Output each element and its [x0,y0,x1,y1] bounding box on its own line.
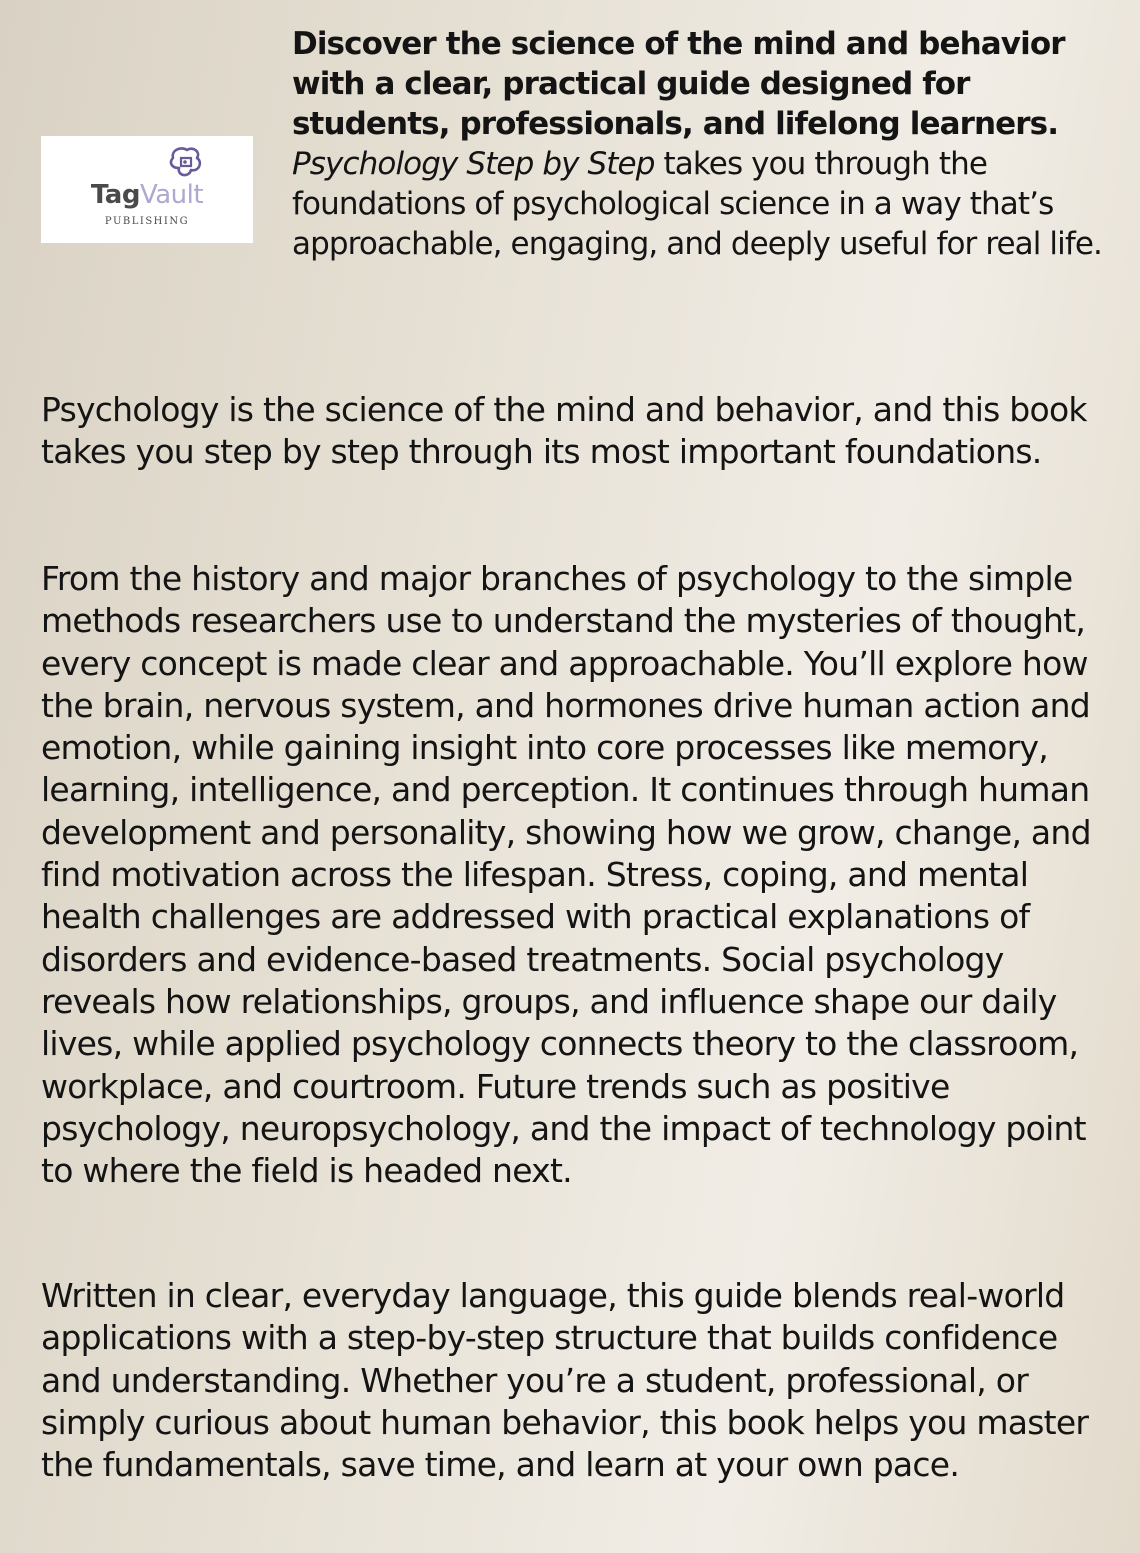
logo-subtitle: PUBLISHING [104,216,190,227]
logo-wordmark [41,180,253,210]
intro-headline: Discover the science of the mind and behavior with a clear, practical guide designed for students, professionals, and lifelong learners. [292,26,1065,142]
publisher-logo [41,136,253,243]
logo-brand-tag: Tag [90,180,140,210]
intro-text [292,24,1122,264]
tagvault-logo-icon [165,144,205,180]
body-paragraph-3: Written in clear, everyday language, this guide blends real-world applications with a step-by-step structure that builds confidence and understanding. Whether you’re a student, professional, or simply curious about human behavior, this book helps you master the fundamentals, save time, and learn at your own pace. [41,1276,1089,1485]
logo-brand-vault: Vault [139,180,204,210]
body-paragraph-1: Psychology is the science of the mind and behavior, and this book takes you step by step through its most important foundations. [41,390,1087,472]
body-paragraph-2: From the history and major branches of psychology to the simple methods researchers use to understand the mysteries of thought, every concept is made clear and approachable. You’ll explore how the brain, nervous system, and hormones drive human action and emotion, while gaining insight into core processes like memory, learning, intelligence, and perception. It continues through human development and personality, showing how we grow, change, and find motivation across the lifespan. Stress, coping, and mental health challenges are addressed with practical explanations of disorders and evidence-based treatments. Social psychology reveals how relationships, groups, and influence shape our daily lives, while applied psychology connects theory to the classroom, workplace, and courtroom. Future trends such as positive psychology, neuropsychology, and the impact of technology point to where the field is headed next. [41,559,1091,1191]
intro-description: takes you through the foundations of psychological science in a way that’s approachable, engaging, and deeply useful for real life. [292,146,1102,262]
book-title: Psychology Step by Step [292,146,655,182]
